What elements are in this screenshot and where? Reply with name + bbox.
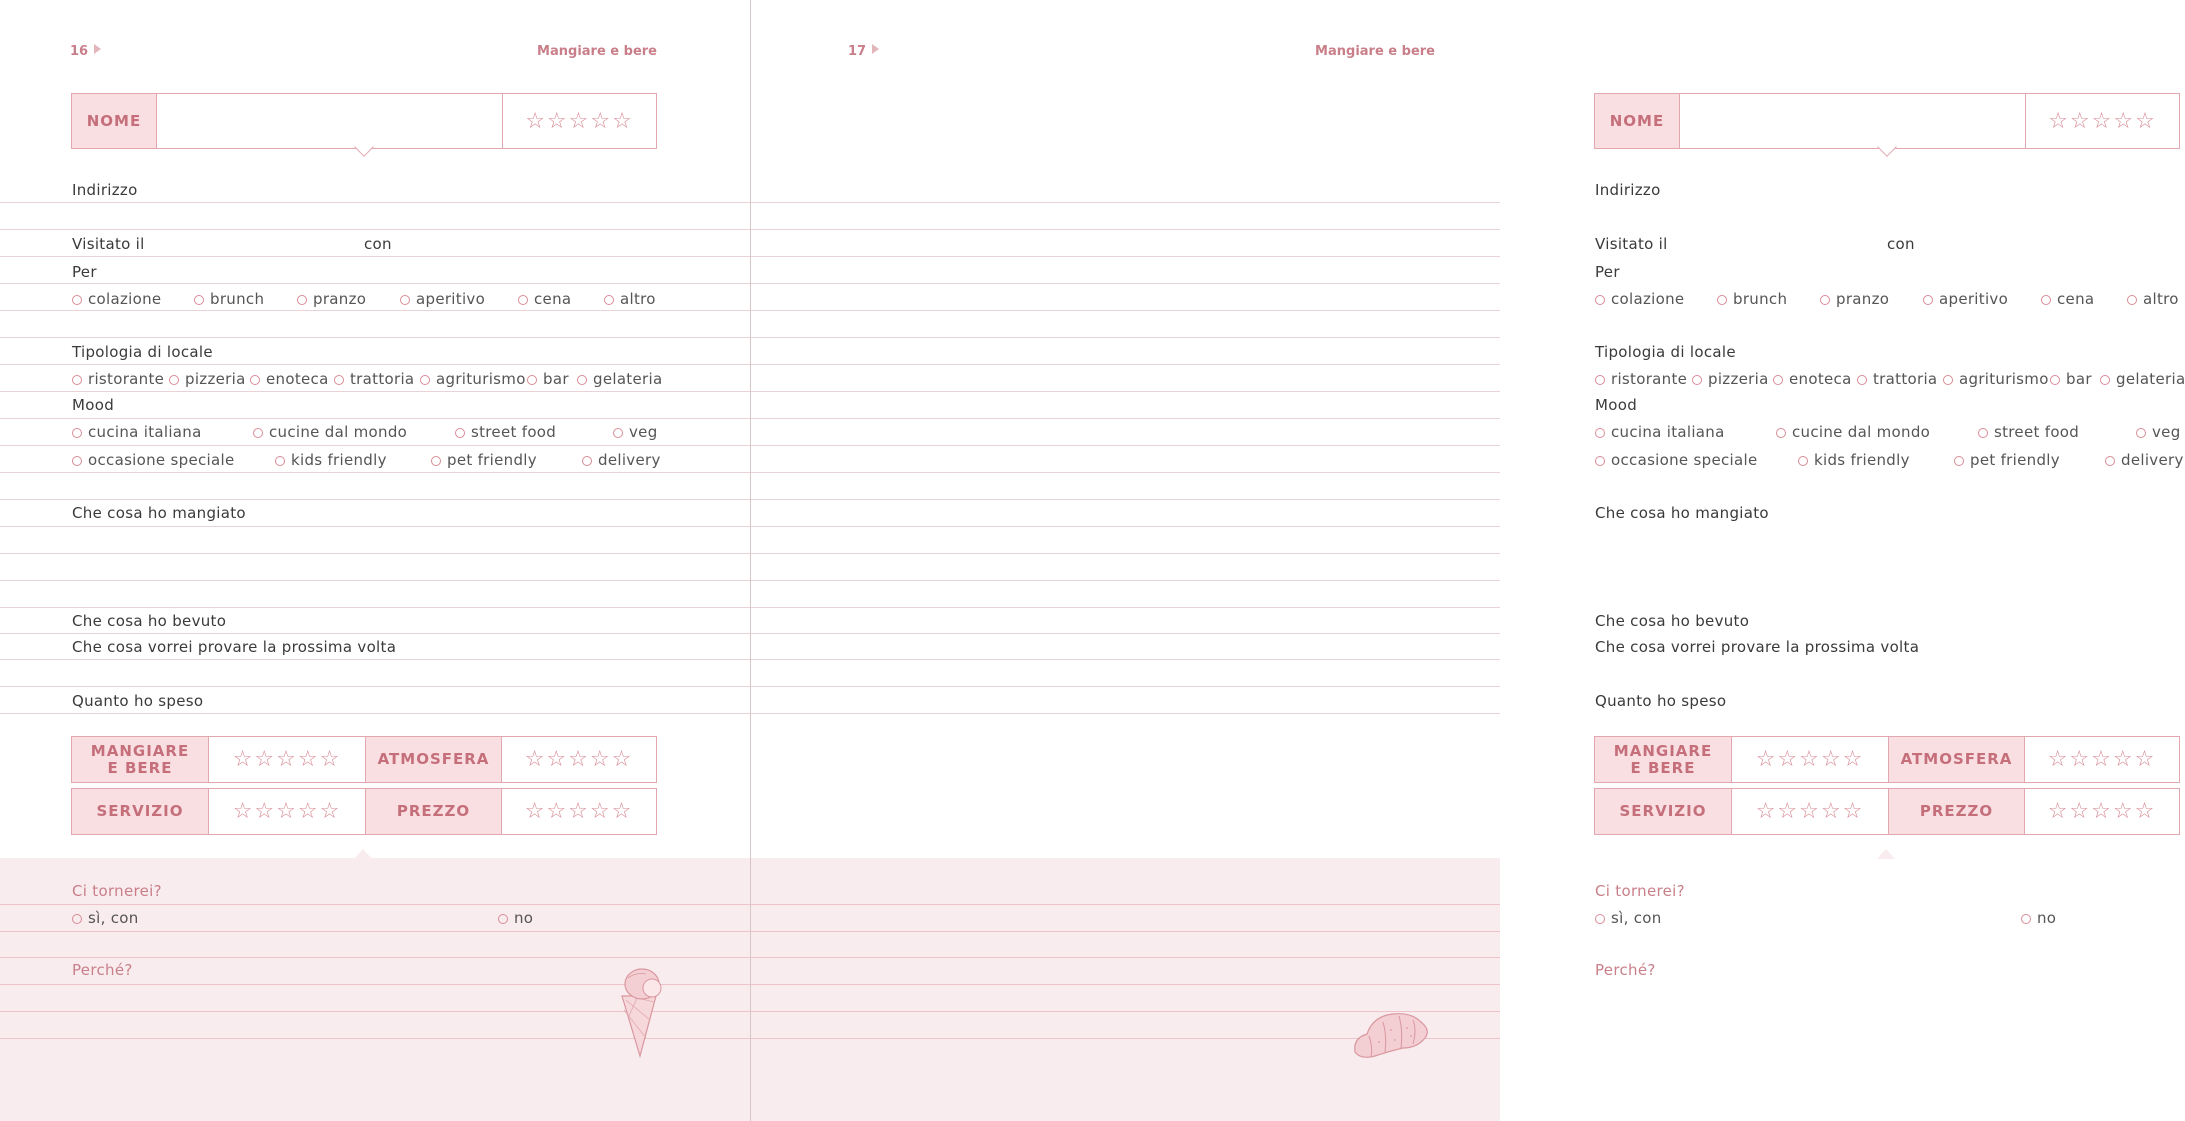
- croissant-icon: [1351, 1008, 1431, 1064]
- ruled-line: [0, 445, 750, 446]
- radio-label: ristorante: [88, 370, 165, 388]
- radio-option[interactable]: [72, 451, 235, 469]
- ruled-line: [751, 310, 1500, 311]
- for-label: Per: [1595, 263, 1620, 281]
- radio-circle-icon[interactable]: [1954, 456, 1964, 466]
- ruled-line: [751, 580, 1500, 581]
- radio-circle-icon[interactable]: [582, 456, 592, 466]
- rating-row-1: [1594, 736, 2180, 783]
- ruled-line: [751, 256, 1500, 257]
- return-label: Ci tornerei?: [72, 882, 162, 900]
- page-number: 16: [70, 44, 101, 59]
- ruled-line: [0, 686, 750, 687]
- ruled-line: [751, 337, 1500, 338]
- radio-option[interactable]: [1820, 290, 1889, 308]
- radio-label: veg: [2152, 423, 2181, 441]
- name-label: NOME: [1595, 94, 1679, 148]
- star-rating-icon[interactable]: ☆☆☆☆☆: [1755, 747, 1865, 772]
- ruled-line: [751, 633, 1500, 634]
- radio-label: pizzeria: [185, 370, 246, 388]
- radio-circle-icon[interactable]: [72, 428, 82, 438]
- radio-label: sì, con: [88, 909, 139, 927]
- drank-label: Che cosa ho bevuto: [72, 612, 227, 630]
- radio-label: no: [514, 909, 534, 927]
- radio-label: agriturismo: [1959, 370, 2049, 388]
- ruled-line: [751, 472, 1500, 473]
- radio-option[interactable]: [577, 370, 662, 388]
- radio-circle-icon[interactable]: [1595, 375, 1605, 385]
- radio-label: brunch: [210, 290, 265, 308]
- radio-option[interactable]: [613, 423, 658, 441]
- service-rating-label: SERVIZIO: [72, 789, 208, 834]
- ruled-line: [0, 256, 750, 257]
- radio-label: occasione speciale: [88, 451, 235, 469]
- venue-type-label: Tipologia di locale: [1595, 343, 1736, 361]
- radio-option[interactable]: [72, 909, 139, 927]
- radio-circle-icon[interactable]: [1595, 428, 1605, 438]
- radio-circle-icon[interactable]: [253, 428, 263, 438]
- radio-circle-icon[interactable]: [2041, 295, 2051, 305]
- page-number: 17: [848, 44, 879, 59]
- ruled-line: [751, 499, 1500, 500]
- radio-label: cucina italiana: [88, 423, 202, 441]
- ruled-line: [0, 904, 750, 905]
- radio-label: enoteca: [266, 370, 329, 388]
- name-input[interactable]: [1679, 94, 2025, 148]
- radio-circle-icon[interactable]: [72, 375, 82, 385]
- radio-option[interactable]: [1923, 290, 2008, 308]
- radio-circle-icon[interactable]: [613, 428, 623, 438]
- radio-circle-icon[interactable]: [455, 428, 465, 438]
- radio-option[interactable]: [1776, 423, 1930, 441]
- radio-circle-icon[interactable]: [1857, 375, 1867, 385]
- radio-option[interactable]: [2050, 370, 2092, 388]
- radio-circle-icon[interactable]: [1820, 295, 1830, 305]
- radio-option[interactable]: [1943, 370, 2049, 388]
- radio-label: pet friendly: [1970, 451, 2060, 469]
- radio-option[interactable]: [334, 370, 414, 388]
- radio-circle-icon[interactable]: [72, 456, 82, 466]
- radio-circle-icon[interactable]: [297, 295, 307, 305]
- radio-circle-icon[interactable]: [2136, 428, 2146, 438]
- radio-circle-icon[interactable]: [334, 375, 344, 385]
- radio-circle-icon[interactable]: [1717, 295, 1727, 305]
- radio-option[interactable]: [420, 370, 526, 388]
- ruled-line: [751, 445, 1500, 446]
- radio-label: colazione: [1611, 290, 1685, 308]
- ruled-line: [751, 283, 1500, 284]
- for-label: Per: [72, 263, 97, 281]
- radio-circle-icon[interactable]: [1595, 456, 1605, 466]
- radio-circle-icon[interactable]: [2127, 295, 2137, 305]
- radio-option[interactable]: [604, 290, 656, 308]
- radio-option[interactable]: [1595, 909, 1662, 927]
- spent-label: Quanto ho speso: [1595, 692, 1727, 710]
- service-rating[interactable]: [208, 789, 365, 834]
- radio-circle-icon[interactable]: [527, 375, 537, 385]
- radio-label: cena: [534, 290, 572, 308]
- radio-circle-icon[interactable]: [2105, 456, 2115, 466]
- radio-label: aperitivo: [1939, 290, 2009, 308]
- radio-label: pranzo: [313, 290, 367, 308]
- radio-label: pranzo: [1836, 290, 1890, 308]
- ruled-line: [751, 418, 1500, 419]
- ruled-line: [0, 713, 750, 714]
- radio-option[interactable]: [518, 290, 571, 308]
- radio-label: cucina italiana: [1611, 423, 1725, 441]
- star-rating-icon[interactable]: ☆☆☆☆☆: [524, 799, 634, 824]
- radio-label: street food: [471, 423, 557, 441]
- radio-circle-icon[interactable]: [1776, 428, 1786, 438]
- radio-label: kids friendly: [291, 451, 387, 469]
- radio-circle-icon[interactable]: [2100, 375, 2110, 385]
- radio-circle-icon[interactable]: [1943, 375, 1953, 385]
- food-rating[interactable]: [1731, 737, 1888, 782]
- star-rating-icon[interactable]: ☆☆☆☆☆: [232, 799, 342, 824]
- radio-option[interactable]: [275, 451, 387, 469]
- radio-option[interactable]: [455, 423, 556, 441]
- ate-label: Che cosa ho mangiato: [72, 504, 246, 522]
- ruled-line: [0, 202, 750, 203]
- with-label: con: [364, 235, 392, 253]
- radio-option[interactable]: [72, 423, 202, 441]
- page-arrow-icon: [94, 44, 101, 54]
- service-rating[interactable]: [1731, 789, 1888, 834]
- ruled-line: [751, 391, 1500, 392]
- radio-option[interactable]: [297, 290, 366, 308]
- radio-option[interactable]: [1717, 290, 1787, 308]
- ruled-line: [0, 283, 750, 284]
- ruled-line: [0, 472, 750, 473]
- radio-option[interactable]: [2041, 290, 2094, 308]
- radio-option[interactable]: [194, 290, 264, 308]
- radio-circle-icon[interactable]: [1978, 428, 1988, 438]
- ruled-line: [751, 364, 1500, 365]
- band-pointer: [1877, 849, 1895, 859]
- radio-option[interactable]: [582, 451, 661, 469]
- price-rating-label: PREZZO: [1888, 789, 2024, 834]
- radio-label: gelateria: [2116, 370, 2185, 388]
- address-label: Indirizzo: [1595, 181, 1661, 199]
- ruled-line: [751, 931, 1500, 932]
- ruled-line: [751, 957, 1500, 958]
- ruled-line: [751, 904, 1500, 905]
- star-rating-icon[interactable]: ☆☆☆☆☆: [232, 747, 342, 772]
- radio-label: no: [2037, 909, 2057, 927]
- radio-label: cena: [2057, 290, 2095, 308]
- radio-option[interactable]: [250, 370, 329, 388]
- visited-label: Visitato il: [72, 235, 145, 253]
- address-label: Indirizzo: [72, 181, 138, 199]
- radio-option[interactable]: [1595, 423, 1725, 441]
- rating-row-2: [71, 788, 657, 835]
- ruled-line: [0, 418, 750, 419]
- radio-circle-icon[interactable]: [420, 375, 430, 385]
- radio-option[interactable]: [253, 423, 407, 441]
- star-rating-icon[interactable]: ☆☆☆☆☆: [2047, 799, 2157, 824]
- radio-circle-icon[interactable]: [1773, 375, 1783, 385]
- service-rating-label: SERVIZIO: [1595, 789, 1731, 834]
- radio-label: bar: [543, 370, 569, 388]
- section-title: Mangiare e bere: [537, 44, 657, 59]
- name-rating[interactable]: [2025, 94, 2179, 148]
- food-rating[interactable]: [208, 737, 365, 782]
- radio-circle-icon[interactable]: [518, 295, 528, 305]
- radio-circle-icon[interactable]: [400, 295, 410, 305]
- left-page: [0, 0, 750, 1121]
- spent-label: Quanto ho speso: [72, 692, 204, 710]
- radio-label: delivery: [2121, 451, 2184, 469]
- radio-option[interactable]: [2105, 451, 2184, 469]
- ruled-line: [0, 957, 750, 958]
- radio-option[interactable]: [1954, 451, 2060, 469]
- radio-option[interactable]: [72, 370, 164, 388]
- ruled-line: [0, 229, 750, 230]
- radio-option[interactable]: [2136, 423, 2181, 441]
- radio-label: pet friendly: [447, 451, 537, 469]
- ruled-line: [751, 984, 1500, 985]
- name-label: NOME: [72, 94, 156, 148]
- radio-label: altro: [2143, 290, 2179, 308]
- radio-circle-icon[interactable]: [2021, 914, 2031, 924]
- ruled-line: [0, 391, 750, 392]
- radio-circle-icon[interactable]: [498, 914, 508, 924]
- footer-band: [751, 858, 1500, 1121]
- radio-option[interactable]: [72, 290, 161, 308]
- radio-circle-icon[interactable]: [169, 375, 179, 385]
- radio-label: trattoria: [350, 370, 415, 388]
- radio-label: altro: [620, 290, 656, 308]
- atmosphere-rating[interactable]: [2024, 737, 2179, 782]
- radio-label: pizzeria: [1708, 370, 1769, 388]
- radio-label: veg: [629, 423, 658, 441]
- ruled-line: [0, 499, 750, 500]
- price-rating[interactable]: [2024, 789, 2179, 834]
- radio-label: cucine dal mondo: [1792, 423, 1931, 441]
- name-input[interactable]: [156, 94, 502, 148]
- atmosphere-rating[interactable]: [501, 737, 656, 782]
- food-rating-label: MANGIARE E BERE: [72, 737, 208, 782]
- drank-label: Che cosa ho bevuto: [1595, 612, 1750, 630]
- ruled-line: [751, 202, 1500, 203]
- ruled-line: [0, 633, 750, 634]
- radio-label: enoteca: [1789, 370, 1852, 388]
- radio-label: occasione speciale: [1611, 451, 1758, 469]
- ruled-line: [751, 686, 1500, 687]
- radio-option[interactable]: [400, 290, 485, 308]
- ruled-line: [751, 659, 1500, 660]
- ice-cream-cone-icon: [616, 966, 666, 1062]
- star-rating-icon[interactable]: ☆☆☆☆☆: [524, 747, 634, 772]
- radio-label: trattoria: [1873, 370, 1938, 388]
- ruled-line: [751, 553, 1500, 554]
- radio-label: ristorante: [1611, 370, 1688, 388]
- radio-circle-icon[interactable]: [2050, 375, 2060, 385]
- radio-option[interactable]: [1595, 370, 1687, 388]
- ruled-line: [0, 580, 750, 581]
- radio-label: sì, con: [1611, 909, 1662, 927]
- ruled-line: [0, 659, 750, 660]
- band-pointer: [354, 849, 372, 859]
- radio-circle-icon[interactable]: [604, 295, 614, 305]
- radio-label: bar: [2066, 370, 2092, 388]
- why-label: Perché?: [1595, 961, 1656, 979]
- ate-label: Che cosa ho mangiato: [1595, 504, 1769, 522]
- radio-option[interactable]: [1692, 370, 1769, 388]
- atmosphere-rating-label: ATMOSFERA: [365, 737, 501, 782]
- radio-label: street food: [1994, 423, 2080, 441]
- radio-option[interactable]: [2021, 909, 2056, 927]
- radio-option[interactable]: [1595, 290, 1684, 308]
- radio-circle-icon[interactable]: [1595, 914, 1605, 924]
- radio-label: colazione: [88, 290, 162, 308]
- ruled-line: [0, 526, 750, 527]
- radio-option[interactable]: [2127, 290, 2179, 308]
- radio-circle-icon[interactable]: [194, 295, 204, 305]
- mood-label: Mood: [1595, 396, 1638, 414]
- radio-label: kids friendly: [1814, 451, 1910, 469]
- radio-circle-icon[interactable]: [275, 456, 285, 466]
- ruled-line: [751, 713, 1500, 714]
- why-label: Perché?: [72, 961, 133, 979]
- ruled-line: [751, 229, 1500, 230]
- radio-option[interactable]: [527, 370, 569, 388]
- radio-option[interactable]: [431, 451, 537, 469]
- ruled-line: [0, 310, 750, 311]
- radio-circle-icon[interactable]: [72, 914, 82, 924]
- ruled-line: [0, 364, 750, 365]
- ruled-line: [0, 553, 750, 554]
- price-rating-label: PREZZO: [365, 789, 501, 834]
- radio-circle-icon[interactable]: [577, 375, 587, 385]
- rating-row-1: [71, 736, 657, 783]
- return-label: Ci tornerei?: [1595, 882, 1685, 900]
- radio-circle-icon[interactable]: [250, 375, 260, 385]
- price-rating[interactable]: [501, 789, 656, 834]
- radio-option[interactable]: [498, 909, 533, 927]
- radio-circle-icon[interactable]: [1595, 295, 1605, 305]
- radio-label: delivery: [598, 451, 661, 469]
- radio-label: gelateria: [593, 370, 663, 388]
- ruled-line: [0, 337, 750, 338]
- mood-label: Mood: [72, 396, 115, 414]
- star-rating-icon[interactable]: ☆☆☆☆☆: [1755, 799, 1865, 824]
- radio-circle-icon[interactable]: [1692, 375, 1702, 385]
- right-page: [751, 0, 2185, 1121]
- radio-label: aperitivo: [416, 290, 486, 308]
- food-rating-label: MANGIARE E BERE: [1595, 737, 1731, 782]
- name-rating[interactable]: [502, 94, 656, 148]
- radio-circle-icon[interactable]: [72, 295, 82, 305]
- radio-option[interactable]: [1595, 451, 1758, 469]
- star-rating-icon[interactable]: ☆☆☆☆☆: [525, 108, 634, 134]
- radio-label: agriturismo: [436, 370, 526, 388]
- section-title: Mangiare e bere: [1315, 44, 1435, 59]
- radio-option[interactable]: [169, 370, 246, 388]
- rating-row-2: [1594, 788, 2180, 835]
- radio-label: brunch: [1733, 290, 1788, 308]
- radio-option[interactable]: [1798, 451, 1910, 469]
- with-label: con: [1887, 235, 1915, 253]
- ruled-line: [751, 607, 1500, 608]
- page-arrow-icon: [872, 44, 879, 54]
- radio-circle-icon[interactable]: [1798, 456, 1808, 466]
- radio-circle-icon[interactable]: [1923, 295, 1933, 305]
- next-time-label: Che cosa vorrei provare la prossima volta: [1595, 638, 1920, 656]
- radio-circle-icon[interactable]: [431, 456, 441, 466]
- radio-option[interactable]: [1857, 370, 1937, 388]
- radio-option[interactable]: [1978, 423, 2079, 441]
- radio-label: cucine dal mondo: [269, 423, 408, 441]
- radio-option[interactable]: [2100, 370, 2185, 388]
- ruled-line: [0, 931, 750, 932]
- visited-label: Visitato il: [1595, 235, 1668, 253]
- atmosphere-rating-label: ATMOSFERA: [1888, 737, 2024, 782]
- radio-option[interactable]: [1773, 370, 1852, 388]
- star-rating-icon[interactable]: ☆☆☆☆☆: [2047, 747, 2157, 772]
- ruled-line: [751, 526, 1500, 527]
- star-rating-icon[interactable]: ☆☆☆☆☆: [2048, 108, 2157, 134]
- ruled-line: [0, 607, 750, 608]
- venue-type-label: Tipologia di locale: [72, 343, 213, 361]
- next-time-label: Che cosa vorrei provare la prossima volta: [72, 638, 397, 656]
